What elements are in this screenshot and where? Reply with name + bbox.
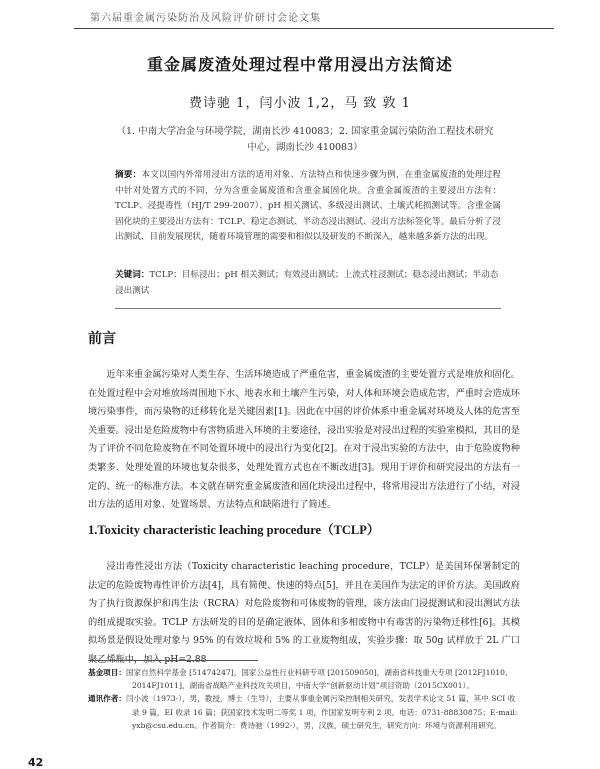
keywords xyxy=(115,268,501,299)
footnote-text: 闫小波（1973-），男，教授，博士（生导），主要从事重金属污染控制相关研究，发表学术论文 51 篇，其中 SCI 收录 9 篇，EI 收录 16 篇；获国家技术发明二等奖 1 项，作国家发明专利 2 项。电话：0731-88830875；E-mail: yxb@csu.edu.cn。作者简介：费诗驰（1992-），男，汉族，硕士研究生，研究方向：环境与资源利用研究。 xyxy=(125,694,518,730)
abstract-label: 摘要： xyxy=(115,170,142,180)
abstract xyxy=(115,168,501,246)
footnote-rule xyxy=(88,660,258,661)
footnote-label: 通讯作者： xyxy=(88,694,126,704)
abstract-text: 本文以国内外常用浸出方法的适用对象、方法特点和快速步骤为例，在重金属废渣的处理过程中针对处置方式的不同，分为含重金属废渣和含重金属固化块。含重金属废渣的主要浸出方法有：TCLP、浸提毒性（HJ/T 299-2007）、pH 相关测试、多级浸出测试、土壤式耗损测试等。含重金属固化块的主要浸出方法有：TCLP、稳定态测试、半动态浸出测试、浸出方法标签化等。最后分析了浸出测试、目前发展现状，随着环境管理的需要和相似以及研发的不断深入，越来越多新方法的出现。 xyxy=(115,170,501,242)
footnote-label: 基金项目： xyxy=(88,668,126,677)
section-1-paragraph: 浸出毒性浸出方法（Toxicity characteristic leaching procedure，TCLP）是美国环保署制定的法定的危险废物毒性评价方法[4]，具有简便、快速的特点[5]，并且在美国作为法定的评价方法。美国政府为了执行资源保护和再生法（RCRA）对危险废物和可体废物的管理，该方法由门浸提测试和浸出测试方法的组成提取实验。TCLP 方法研发的目的是确定液体、固体和多相废物中有毒害的污染物迁移性[6]。其模拟场景是假设处理对象与 95% 的有效垃圾和 5% 的工业废物组成，实验步骤：取 50g 试样放于 2L 广口聚乙烯瓶中，加入 pH=2.88 xyxy=(88,561,520,665)
footnotes xyxy=(88,666,520,732)
preface-paragraph: 近年来重金属污染对人类生存、生活环境造成了严重危害，重金属废渣的主要处置方式是堆放和固化。在处置过程中会对堆放场周围地下水、地表水和土壤产生污染，对人体和环境会造成危害，严重时会造成环境污染事件，而污染物的迁移转化是关键因素[1]。因此在中国的评价体系中重金属对环境及人体的危害至关重要。浸出是危险废物中有害物质进入环境的主要途径，浸出实验是对浸出过程的实验室模拟，其目的是为了评价不同危险废物在不同处置环境中的浸出行为变化[2]。在对于浸出实验的方法中，由于危险废物种类繁多、处理处置的环境也复杂很多，处理处置方式也在不断改进[3]。现用于评价和研究浸出的方法有一定的、统一的标准方法。本文就在研究重金属废渣和固化块浸出过程中，将常用浸出方法进行了小结，对浸出方法的适用对象、处置场景、方法特点和缺陷进行了简述。 xyxy=(88,369,520,511)
footnote-funding xyxy=(88,666,520,692)
keywords-text: TCLP；目标浸出；pH 相关测试；有效浸出测试；上流式柱浸测试；稳态浸出测试；半动态浸出测试 xyxy=(115,270,499,296)
page-number: 42 xyxy=(28,756,44,769)
running-header xyxy=(74,6,554,29)
author-affiliations: （1. 中南大学冶金与环境学院，湖南长沙 410083；2. 国家重金属污染防治工程技术研究中心，湖南长沙 410083） xyxy=(116,126,494,153)
abstract-divider xyxy=(115,308,501,309)
running-header-text: 第六届重金属污染防治及风险评价研讨会论文集 xyxy=(90,13,321,24)
keywords-label: 关键词： xyxy=(115,270,150,280)
section-1-heading: 1.Toxicity characteristic leaching procedure（TCLP） xyxy=(88,523,380,537)
footnote-corresponding-author xyxy=(88,692,520,732)
paper-title: 重金属废渣处理过程中常用浸出方法简述 xyxy=(146,55,453,74)
paper-authors: 费诗驰 1，闫小波 1,2，马 致 敦 1 xyxy=(189,96,411,111)
preface-heading: 前言 xyxy=(88,331,116,347)
footnote-text: 国家自然科学基金 [51474247]，国家公益性行业科研专项 [201509050]，湖南省科技重大专项 [2012FJ1010、2014FJ1011]，湖南省战略产业科技攻关项目，中南大学“创新驱动计划”项目资助（2015CX001）。 xyxy=(125,668,513,691)
